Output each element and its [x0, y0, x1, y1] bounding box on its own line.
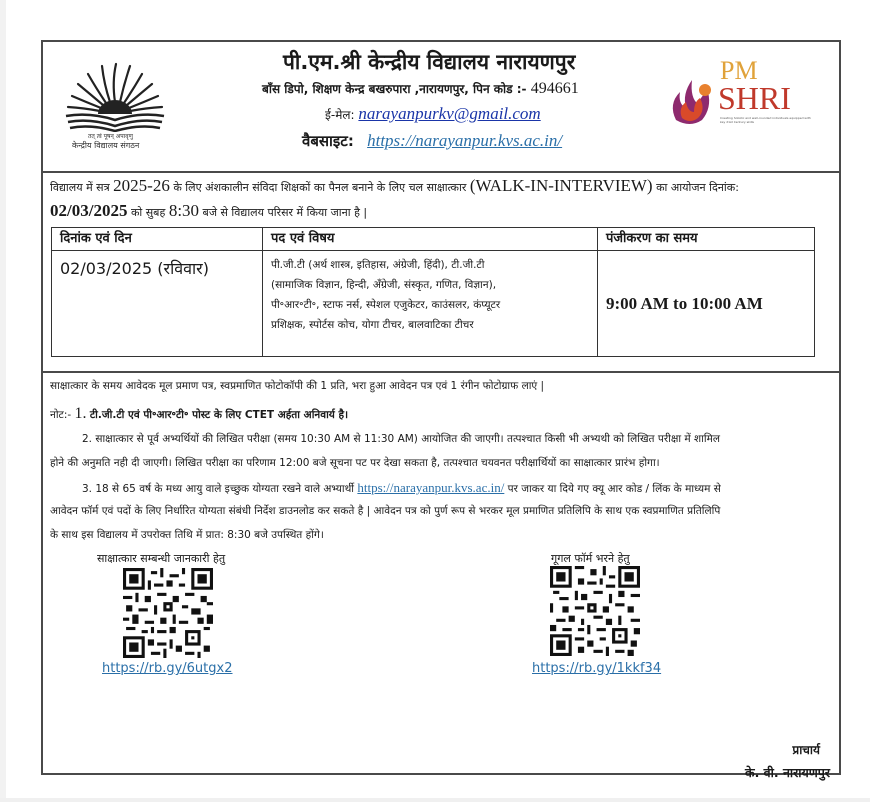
qr-1-link[interactable]: https://rb.gy/6utgx2	[102, 661, 233, 676]
posts-line: (सामाजिक विज्ञान, हिन्दी, अँग्रेजी, संस्कृत, गणित, विज्ञान),	[271, 279, 497, 291]
website-label: वैबसाइट:	[302, 132, 354, 150]
note-3-line-2: आवेदन फॉर्म एवं पदों के लिए निर्धारित योग्यता संबंधी निर्देश डाउनलोड कर सकते है | आवेदन पत्र को पुर्ण रूप से भरकर मूल प्रमाणित प्रतिलिपि के साथ एक स्वप्रमाणित प्रतिलिपि	[50, 505, 721, 517]
school-title: पी.एम.श्री केन्द्रीय विद्यालय नारायणपुर	[283, 50, 576, 74]
intro-text: बजे से विद्यालय परिसर में किया जाना है |	[202, 206, 368, 219]
note-1-text: टी.जी.टी एवं पी॰आर॰टी॰ पोस्ट के लिए CTET अर्हता अनिवार्य है।	[89, 409, 349, 421]
school-address	[262, 80, 579, 98]
website-row	[302, 131, 562, 151]
intro-text: विद्यालय में सत्र	[50, 181, 110, 194]
note-1	[50, 405, 348, 423]
posts-line: प्रशिक्षक, स्पोर्टस कोच, योगा टीचर, बालवाटिका टीचर	[271, 319, 474, 331]
pmshri-shri: SHRI	[718, 80, 791, 116]
kvs-motto: तत् त्वं पूषन् अपावृणु	[88, 133, 133, 140]
intro-text: को सुबह	[130, 206, 166, 219]
header-registration-time: पंजीकरण का समय	[598, 228, 815, 251]
qr-code-icon[interactable]	[550, 566, 640, 656]
kvs-logo	[60, 52, 170, 152]
kvs-website-link[interactable]: https://narayanpur.kvs.ac.in/	[357, 480, 505, 495]
walk-in-label: (WALK-IN-INTERVIEW)	[469, 176, 653, 195]
row-date: 02/03/2025 (रविवार)	[52, 251, 263, 357]
qr-2-link[interactable]: https://rb.gy/1kkf34	[532, 661, 662, 676]
session-year: 2025-26	[113, 176, 170, 195]
page-edge	[0, 0, 6, 802]
table-divider	[41, 371, 841, 373]
note-3-text: पर जाकर या दिये गए क्यू आर कोड / लिंक के माध्यम से	[507, 483, 721, 495]
email-label: ई-मेल:	[325, 108, 355, 122]
signature-office: के. वी. नारायणपुर	[744, 765, 830, 780]
documents-instruction: साक्षात्कार के समय आवेदक मूल प्रमाण पत्र, स्वप्रमाणित फोटोकॉपी की 1 प्रति, भरा हुआ आवेदन पत्र एवं 1 रंगीन फोटोग्राफ लाएं |	[50, 380, 545, 392]
note-number: 1.	[74, 405, 87, 422]
interview-date: 02/03/2025	[50, 201, 128, 220]
signature-designation: प्राचार्य	[792, 743, 820, 757]
note-3-text: 3. 18 से 65 वर्ष के मध्य आयु वाले इच्छुक योग्यता रखने वाले अभ्यार्थी	[82, 483, 355, 495]
header-date-day: दिनांक एवं दिन	[52, 228, 263, 251]
pin-code: 494661	[530, 80, 579, 97]
sunrise-book-icon	[60, 52, 170, 132]
table-row	[52, 251, 815, 357]
pmshri-logo	[668, 56, 818, 132]
website-link[interactable]: https://narayanpur.kvs.ac.in/	[367, 131, 563, 150]
kvs-name: केन्द्रीय विद्यालय संगठन	[72, 141, 140, 150]
row-posts	[263, 251, 598, 357]
qr-code-icon[interactable]	[123, 568, 213, 658]
email-link[interactable]: narayanpurkv@gmail.com	[358, 104, 541, 123]
schedule-table	[51, 227, 815, 357]
header-post-subject: पद एवं विषय	[263, 228, 598, 251]
note-3-line-1	[82, 480, 721, 496]
qr-1-label: साक्षात्कार सम्बन्धी जानकारी हेतु	[97, 552, 226, 565]
note-2-line-1: 2. साक्षात्कार से पूर्व अभ्यर्थियों की लिखित परीक्षा (समय 10:30 AM से 11:30 AM) आयोजित की जाएगी। तत्पश्चात किसी भी अभ्यथी को लिखित परीक्षा में शामिल	[82, 433, 721, 445]
intro-line-2	[50, 201, 367, 221]
note-3-line-3: के साथ इस विद्यालय में उपरोक्त तिथि में प्रात: 8:30 बजे उपस्थित होंगे।	[50, 529, 324, 541]
interview-time: 8:30	[168, 201, 200, 220]
pmshri-tagline: Creating holistic and well-rounded individuals equipped with key 21st Century skills	[720, 116, 811, 124]
note-label: नोट:-	[50, 409, 72, 421]
intro-line-1	[50, 176, 739, 196]
table-header-row	[52, 228, 815, 251]
address-text: बाँस डिपो, शिक्षण केन्द्र बखरुपारा ,नारायणपुर, पिन कोड :-	[262, 82, 527, 96]
posts-line: पी॰आर॰टी॰, स्टाफ नर्स, स्पेशल एजुकेटर, काउंसलर, कंप्यूटर	[271, 299, 501, 311]
header-divider	[41, 171, 841, 173]
qr-2-label: गूगल फॉर्म भरने हेतु	[551, 552, 630, 565]
pmshri-pm: PM	[720, 56, 758, 85]
intro-text: के लिए अंशकालीन संविदा शिक्षकों का पैनल बनाने के लिए चल साक्षात्कार	[173, 181, 467, 194]
row-registration-time: 9:00 AM to 10:00 AM	[598, 251, 815, 357]
posts-line: पी.जी.टी (अर्थ शास्त्र, इतिहास, अंग्रेजी, हिंदी), टी.जी.टी	[271, 259, 485, 271]
flame-emblem-icon	[668, 68, 714, 128]
note-2-line-2: होने की अनुमति नही दी जाएगी। लिखित परीक्षा का परिणाम 12:00 बजे सूचना पट पर देखा सकता है, तत्पश्चात चयवनत परीक्षार्थियों का साक्षात्कार प्रारंभ होगा।	[50, 457, 660, 469]
page-bottom-edge	[0, 798, 870, 802]
intro-text: का आयोजन दिनांक:	[656, 181, 739, 194]
email-row	[325, 104, 541, 124]
